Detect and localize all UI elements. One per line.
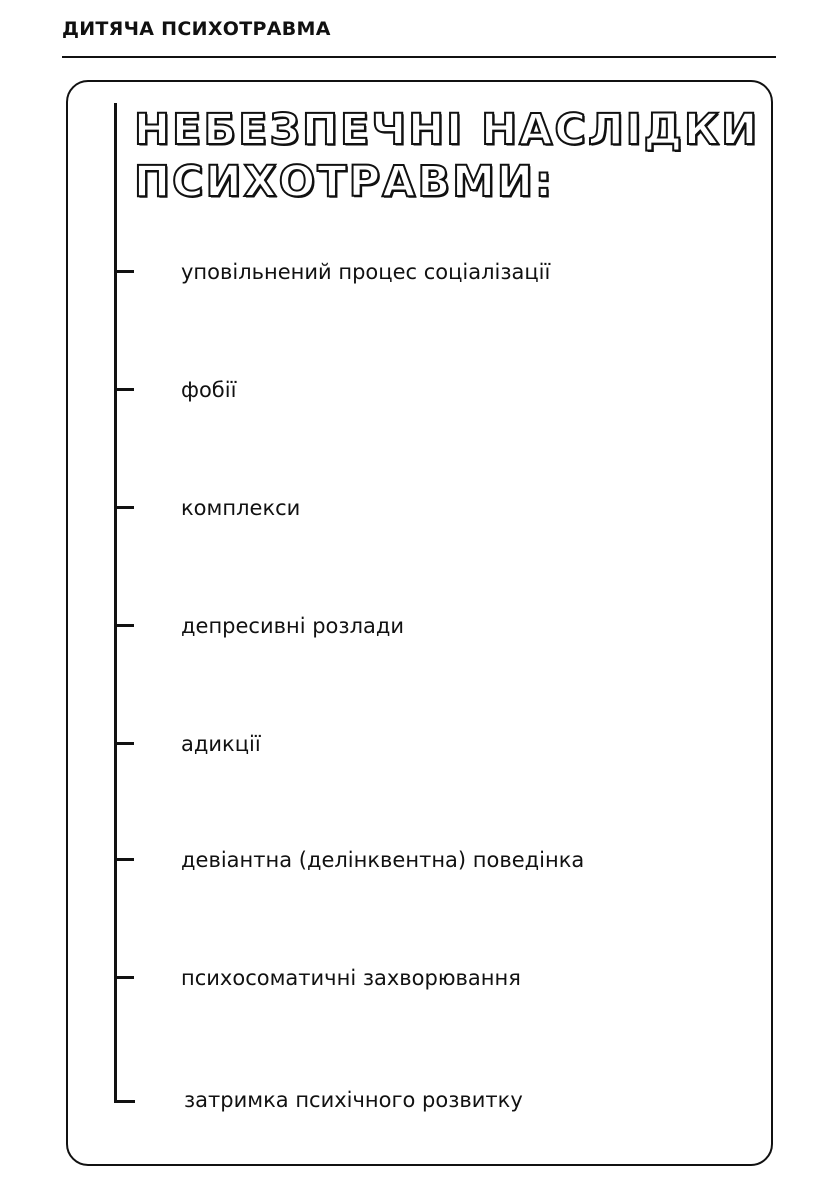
list-item-label: фобії [181,378,237,402]
running-title: ДИТЯЧА ПСИХОТРАВМА [62,18,331,40]
list-item [114,729,714,759]
list-item-tick [114,506,134,509]
list-item [114,257,714,287]
list-item-label: психосоматичні захворювання [181,966,521,990]
list-item-label: адикції [181,732,261,756]
list-item-label: девіантна (делінквентна) поведінка [181,848,585,872]
list-item [114,611,714,641]
section-heading-line-1: НЕБЕЗПЕЧНІ НАСЛІДКИ [134,105,760,155]
list-item [114,963,714,993]
list-item-tick [114,742,134,745]
header-rule [62,56,776,58]
list-item-label: затримка психічного розвитку [184,1088,523,1112]
section-heading [134,104,759,208]
list-item-tick [114,624,134,627]
list-item-label: депресивні розлади [181,614,405,638]
section-heading-line-2: ПСИХОТРАВМИ: [134,157,555,207]
list-item [114,493,714,523]
timeline-spine [114,103,117,1103]
list-item-tick [114,858,134,861]
list-item [114,845,714,875]
list-item-tick [114,270,134,273]
list-item [114,1085,714,1115]
list-item-tick [114,976,134,979]
list-item-label: уповільнений процес соціалізації [181,260,551,284]
list-item-label: комплекси [181,496,301,520]
list-item-tick [114,388,134,391]
list-item [114,375,714,405]
